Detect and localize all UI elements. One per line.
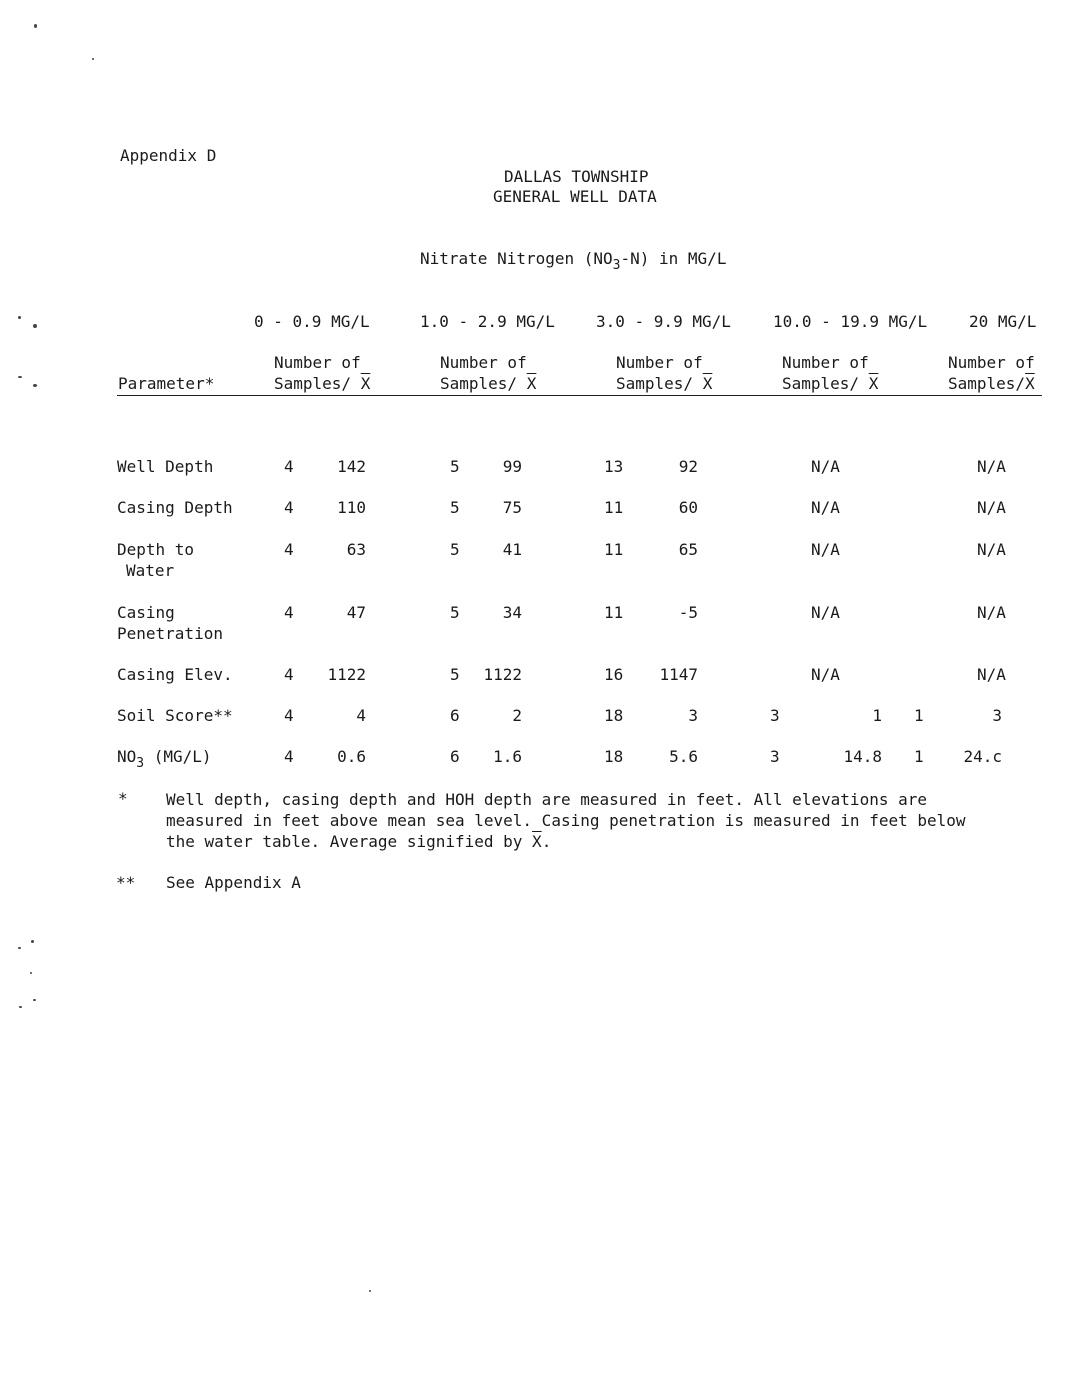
header-rule bbox=[117, 395, 1042, 396]
footnote-marker-1: * bbox=[118, 789, 128, 808]
average-value-cell: 1122 bbox=[483, 665, 522, 684]
average-value-cell: 65 bbox=[678, 540, 698, 559]
samples-label: Samples/ bbox=[948, 374, 1026, 393]
average-value-cell: 3 bbox=[992, 706, 1002, 725]
footnote-1-line-1: Well depth, casing depth and HOH depth are measured in feet. All elevations are bbox=[166, 790, 927, 809]
sample-count-cell: 3 bbox=[770, 706, 780, 725]
average-value-cell: 1122 bbox=[327, 665, 366, 684]
sample-count-cell: 16 bbox=[604, 665, 624, 684]
average-value-cell: 1.6 bbox=[493, 747, 522, 766]
col-header-number-of: Number of bbox=[274, 353, 361, 372]
row-label-text: Casing bbox=[117, 603, 175, 622]
average-value-cell: 1147 bbox=[659, 665, 698, 684]
sample-count-cell: 5 bbox=[450, 498, 460, 517]
row-label-text: Depth to bbox=[117, 540, 195, 559]
sample-count-cell: 4 bbox=[284, 457, 294, 476]
scan-speck bbox=[18, 947, 21, 949]
col-header-samples bbox=[274, 374, 370, 394]
na-cell: N/A bbox=[811, 457, 840, 476]
average-value-cell: 41 bbox=[502, 540, 522, 559]
sample-count-cell: 4 bbox=[284, 747, 294, 766]
samples-label: Samples/ bbox=[616, 374, 703, 393]
average-value-cell: 5.6 bbox=[669, 747, 698, 766]
scan-speck bbox=[18, 316, 21, 319]
sample-count-cell: 4 bbox=[284, 540, 294, 559]
row-label bbox=[117, 498, 233, 518]
col-header-samples bbox=[948, 374, 1035, 394]
scan-speck bbox=[18, 376, 22, 378]
col-header-number-of: Number of bbox=[948, 353, 1035, 372]
average-value-cell: 47 bbox=[346, 603, 366, 622]
footnote-marker-2: ** bbox=[116, 873, 136, 892]
samples-label: Samples/ bbox=[274, 374, 361, 393]
sample-count-cell: 4 bbox=[284, 603, 294, 622]
footnote-1-line-2: measured in feet above mean sea level. Casing penetration is measured in feet below bbox=[166, 811, 966, 830]
row-label bbox=[117, 457, 213, 477]
row-label-text: Casing Depth bbox=[117, 498, 233, 517]
x-bar-symbol: $\overline{X}$ bbox=[532, 832, 542, 851]
document-title: DALLAS TOWNSHIP bbox=[504, 167, 649, 186]
average-value-cell: 14.8 bbox=[843, 747, 882, 766]
average-value-cell: 2 bbox=[512, 706, 522, 725]
x-bar-symbol: $\overline{X}$ bbox=[868, 374, 879, 393]
scan-speck bbox=[92, 58, 94, 60]
document-subtitle: GENERAL WELL DATA bbox=[493, 187, 657, 206]
footnote-2: See Appendix A bbox=[166, 873, 301, 892]
footnote-1-line-3-end: . bbox=[541, 832, 552, 851]
average-value-cell: 24.c bbox=[963, 747, 1002, 766]
scan-speck bbox=[19, 1006, 22, 1008]
samples-label: Samples/ bbox=[782, 374, 869, 393]
average-value-cell: 4 bbox=[356, 706, 366, 725]
range-header-3: 3.0 - 9.9 MG/L bbox=[596, 312, 731, 331]
sample-count-cell: 13 bbox=[604, 457, 624, 476]
average-value-cell: 75 bbox=[502, 498, 522, 517]
col-header-number-of: Number of bbox=[440, 353, 527, 372]
sample-count-cell: 5 bbox=[450, 603, 460, 622]
col-header-number-of: Number of bbox=[782, 353, 869, 372]
average-value-cell: 60 bbox=[678, 498, 698, 517]
sample-count-cell: 11 bbox=[604, 498, 624, 517]
na-cell: N/A bbox=[811, 540, 840, 559]
sample-count-cell: 18 bbox=[604, 706, 624, 725]
average-value-cell: 63 bbox=[346, 540, 366, 559]
col-header-samples bbox=[782, 374, 878, 394]
sample-count-cell: 5 bbox=[450, 665, 460, 684]
scan-speck bbox=[369, 1290, 371, 1292]
scan-speck bbox=[34, 24, 37, 28]
sample-count-cell: 4 bbox=[284, 498, 294, 517]
table-caption bbox=[420, 249, 727, 273]
sample-count-cell: 11 bbox=[604, 603, 624, 622]
average-value-cell: -5 bbox=[678, 603, 698, 622]
row-label-text: NO bbox=[117, 747, 137, 766]
row-label bbox=[117, 706, 233, 726]
scan-speck bbox=[33, 999, 36, 1001]
scan-speck bbox=[33, 324, 37, 328]
na-cell: N/A bbox=[811, 603, 840, 622]
average-value-cell: 0.6 bbox=[337, 747, 366, 766]
row-label-line-2: Penetration bbox=[117, 624, 223, 643]
sample-count-cell: 1 bbox=[914, 706, 924, 725]
average-value-cell: 1 bbox=[872, 706, 882, 725]
average-value-cell: 34 bbox=[502, 603, 522, 622]
row-label bbox=[117, 747, 212, 771]
sample-count-cell: 1 bbox=[914, 747, 924, 766]
range-header-1: 0 - 0.9 MG/L bbox=[254, 312, 370, 331]
row-label-suffix: (MG/L) bbox=[144, 747, 212, 766]
na-cell: N/A bbox=[977, 540, 1006, 559]
sample-count-cell: 3 bbox=[770, 747, 780, 766]
row-label-subscript: 3 bbox=[136, 756, 145, 771]
caption-subscript: 3 bbox=[612, 258, 621, 273]
x-bar-symbol: $\overline{X}$ bbox=[1025, 374, 1035, 393]
range-header-5: 20 MG/L bbox=[969, 312, 1037, 331]
footnote-1-line-3 bbox=[166, 831, 1046, 852]
caption-prefix: Nitrate Nitrogen (NO bbox=[420, 249, 613, 268]
na-cell: N/A bbox=[811, 665, 840, 684]
range-header-2: 1.0 - 2.9 MG/L bbox=[420, 312, 555, 331]
na-cell: N/A bbox=[977, 603, 1006, 622]
na-cell: N/A bbox=[977, 457, 1006, 476]
average-value-cell: 142 bbox=[337, 457, 366, 476]
samples-label: Samples/ bbox=[440, 374, 527, 393]
row-label bbox=[117, 540, 194, 560]
x-bar-symbol: $\overline{X}$ bbox=[360, 374, 371, 393]
appendix-label: Appendix D bbox=[120, 146, 217, 165]
sample-count-cell: 5 bbox=[450, 457, 460, 476]
row-label-text: Well Depth bbox=[117, 457, 214, 476]
scan-speck bbox=[30, 972, 32, 974]
footnote-1-line-3-text: the water table. Average signified by bbox=[166, 832, 533, 851]
sample-count-cell: 4 bbox=[284, 706, 294, 725]
na-cell: N/A bbox=[977, 498, 1006, 517]
row-label-text: Casing Elev. bbox=[117, 665, 233, 684]
sample-count-cell: 5 bbox=[450, 540, 460, 559]
row-label-text: Soil Score** bbox=[117, 706, 233, 725]
na-cell: N/A bbox=[977, 665, 1006, 684]
row-label bbox=[117, 603, 175, 623]
parameter-header: Parameter* bbox=[118, 374, 215, 393]
col-header-number-of: Number of bbox=[616, 353, 703, 372]
sample-count-cell: 18 bbox=[604, 747, 624, 766]
row-label-line-2: Water bbox=[126, 561, 175, 580]
sample-count-cell: 4 bbox=[284, 665, 294, 684]
na-cell: N/A bbox=[811, 498, 840, 517]
average-value-cell: 92 bbox=[678, 457, 698, 476]
sample-count-cell: 11 bbox=[604, 540, 624, 559]
caption-suffix: -N) in MG/L bbox=[620, 249, 727, 268]
scan-speck bbox=[33, 384, 37, 387]
col-header-samples bbox=[616, 374, 712, 394]
range-header-4: 10.0 - 19.9 MG/L bbox=[773, 312, 928, 331]
average-value-cell: 99 bbox=[502, 457, 522, 476]
x-bar-symbol: $\overline{X}$ bbox=[702, 374, 713, 393]
sample-count-cell: 6 bbox=[450, 747, 460, 766]
average-value-cell: 3 bbox=[688, 706, 698, 725]
x-bar-symbol: $\overline{X}$ bbox=[526, 374, 537, 393]
average-value-cell: 110 bbox=[337, 498, 366, 517]
sample-count-cell: 6 bbox=[450, 706, 460, 725]
row-label bbox=[117, 665, 233, 685]
scan-speck bbox=[31, 940, 34, 943]
col-header-samples bbox=[440, 374, 536, 394]
